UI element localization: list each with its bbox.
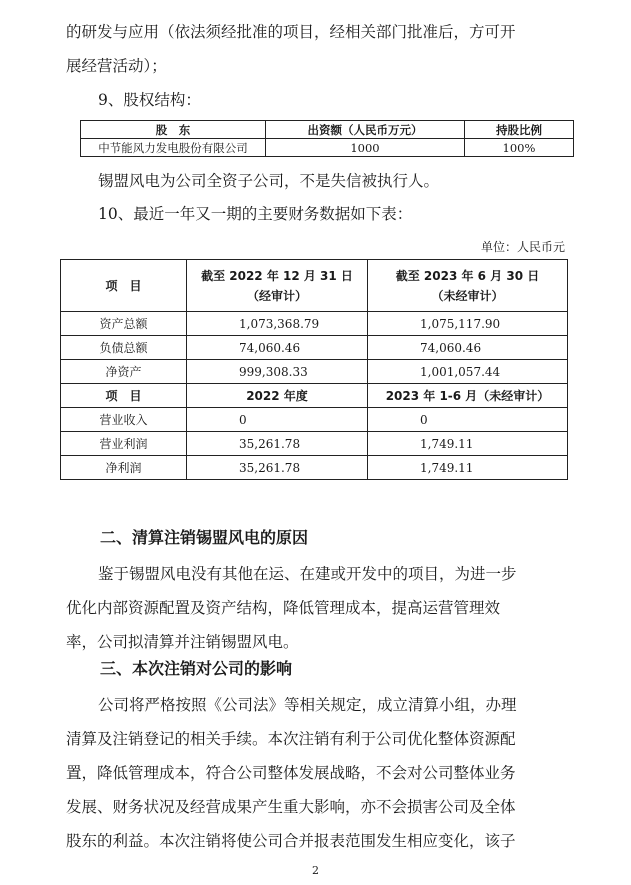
row-value-2023: 1,075,117.90 <box>368 312 568 336</box>
section3-line-2: 清算及注销登记的相关手续。本次注销有利于公司优化整体资源配 <box>66 730 516 748</box>
section3-line-1: 公司将严格按照《公司法》等相关规定，成立清算小组，办理 <box>98 696 517 714</box>
header-item-2: 项 目 <box>61 384 187 408</box>
section2-title: 二、清算注销锡盟风电的原因 <box>100 528 309 547</box>
page-number: 2 <box>312 864 319 877</box>
table-row <box>61 432 568 456</box>
header-2023-unaudited: （未经审计） <box>431 288 504 303</box>
finance-table <box>60 259 568 480</box>
row-value-2022: 35,261.78 <box>187 432 368 456</box>
section3-line-3: 置，降低管理成本，符合公司整体发展战略，不会对公司整体业务 <box>66 764 516 782</box>
header-2023-half: 2023 年 1-6 月（未经审计） <box>368 384 568 408</box>
row-value-2022: 35,261.78 <box>187 456 368 480</box>
section3-line-4: 发展、财务状况及经营成果产生重大影响，亦不会损害公司及全体 <box>66 798 516 816</box>
finance-header-row-1 <box>61 260 568 312</box>
header-2022-audited: （经审计） <box>246 288 307 303</box>
row-label: 净利润 <box>61 456 187 480</box>
row-value-2023: 74,060.46 <box>368 336 568 360</box>
item9-title: 9、股权结构： <box>98 91 201 109</box>
shareholder-header-row <box>81 121 574 139</box>
row-value-2022: 0 <box>187 408 368 432</box>
table-row <box>61 312 568 336</box>
section2-line-1: 鉴于锡盟风电没有其他在运、在建或开发中的项目，为进一步 <box>98 565 517 583</box>
wholly-owned-note: 锡盟风电为公司全资子公司，不是失信被执行人。 <box>98 172 440 190</box>
header-2023-date: 截至 2023 年 6 月 30 日 <box>395 268 540 283</box>
section2-line-3: 率，公司拟清算并注销锡盟风电。 <box>66 633 299 651</box>
header-2022-year: 2022 年度 <box>187 384 368 408</box>
shareholder-capital: 1000 <box>266 139 465 157</box>
header-item: 项 目 <box>61 260 187 312</box>
finance-header-row-2 <box>61 384 568 408</box>
row-label: 净资产 <box>61 360 187 384</box>
row-label: 营业收入 <box>61 408 187 432</box>
section2-line-2: 优化内部资源配置及资产结构，降低管理成本，提高运营管理效 <box>66 599 501 617</box>
row-label: 负债总额 <box>61 336 187 360</box>
shareholder-row <box>81 139 574 157</box>
header-2022-balance <box>187 260 368 312</box>
row-value-2022: 74,060.46 <box>187 336 368 360</box>
header-capital: 出资额（人民币万元） <box>266 121 465 139</box>
intro-line-1: 的研发与应用（依法须经批准的项目，经相关部门批准后，方可开 <box>66 23 516 41</box>
shareholder-ratio: 100% <box>465 139 574 157</box>
row-value-2023: 1,749.11 <box>368 456 568 480</box>
row-value-2023: 1,001,057.44 <box>368 360 568 384</box>
section3-line-5: 股东的利益。本次注销将使公司合并报表范围发生相应变化，该子 <box>66 832 516 850</box>
header-shareholder: 股 东 <box>81 121 266 139</box>
table-row <box>61 456 568 480</box>
intro-line-2: 展经营活动）； <box>66 57 167 75</box>
row-label: 营业利润 <box>61 432 187 456</box>
unit-label: 单位：人民币元 <box>480 240 565 254</box>
table-row <box>61 336 568 360</box>
header-2023-balance <box>368 260 568 312</box>
section3-title: 三、本次注销对公司的影响 <box>100 659 293 678</box>
shareholder-name: 中节能风力发电股份有限公司 <box>81 139 266 157</box>
row-value-2022: 1,073,368.79 <box>187 312 368 336</box>
header-share-ratio: 持股比例 <box>465 121 574 139</box>
row-value-2023: 0 <box>368 408 568 432</box>
shareholder-table <box>80 120 574 157</box>
row-label: 资产总额 <box>61 312 187 336</box>
row-value-2023: 1,749.11 <box>368 432 568 456</box>
row-value-2022: 999,308.33 <box>187 360 368 384</box>
header-2022-date: 截至 2022 年 12 月 31 日 <box>201 268 353 283</box>
table-row <box>61 408 568 432</box>
item10-title: 10、最近一年又一期的主要财务数据如下表： <box>98 205 413 223</box>
table-row <box>61 360 568 384</box>
